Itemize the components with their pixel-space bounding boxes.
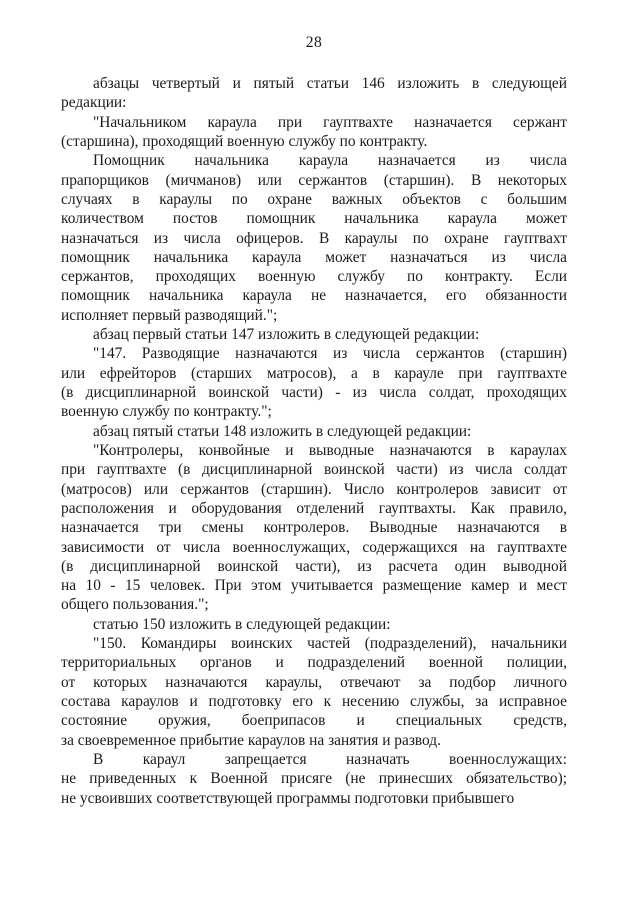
text-line: "Контролеры, конвойные и выводные назначаются в караулах (93, 441, 567, 459)
text-line: помощник начальника караула может назначаться из числа (61, 248, 567, 266)
text-line: сержантов, проходящих военную службу по контракту. Если (61, 268, 567, 286)
text-line: количеством постов помощник начальника караула может (61, 210, 567, 228)
text-line: прапорщиков (мичманов) или сержантов (старшин). В некоторых (61, 171, 567, 189)
text-line: "147. Разводящие назначаются из числа сержантов (старшин) (93, 345, 567, 363)
text-line: "150. Командиры воинских частей (подразделений), начальники (93, 635, 567, 653)
text-line: от которых назначаются караулы, отвечают за подбор личного (61, 673, 567, 691)
text-line: (матросов) или сержантов (старшин). Число контролеров зависит от (61, 480, 567, 498)
text-line: территориальных органов и подразделений военной полиции, (61, 654, 567, 672)
text-line: состояние оружия, боеприпасов и специальных средств, (61, 712, 567, 730)
text-line: состава караулов и подготовку его к несению службы, за исправное (61, 693, 567, 710)
text-line: абзацы четвертый и пятый статьи 146 изложить в следующей (93, 75, 567, 92)
text-line: случаях в караулы по охране важных объектов с большим (61, 190, 567, 208)
text-line: зависимости от числа военнослужащих, содержащихся на гауптвахте (61, 538, 567, 556)
text-line: помощник начальника караула не назначается, его обязанности (61, 287, 567, 305)
text-block (61, 74, 567, 808)
text-line: на 10 - 15 человек. При этом учитывается размещение камер и мест (61, 577, 567, 595)
text-line: (старшина), проходящий военную службу по контракту. (61, 132, 428, 150)
text-line: абзац пятый статьи 148 изложить в следующей редакции: (93, 422, 472, 440)
text-line: редакции: (61, 94, 127, 112)
text-line: или ефрейторов (старших матросов), а в карауле при гауптвахте (61, 364, 567, 382)
text-line: статью 150 изложить в следующей редакции: (93, 615, 391, 633)
text-line: общего пользования."; (61, 596, 209, 614)
text-line: абзац первый статьи 147 изложить в следующей редакции: (93, 326, 480, 344)
text-line: исполняет первый разводящий."; (61, 306, 278, 324)
text-line: не усвоивших соответствующей программы подготовки прибывшего (61, 789, 515, 807)
text-line: расположения и оборудования отделений гауптвахты. Как правило, (61, 499, 567, 517)
text-line: (в дисциплинарной воинской части), из расчета один выводной (61, 557, 567, 575)
text-line: при гауптвахте (в дисциплинарной воинской части) из числа солдат (61, 461, 567, 479)
text-line: Помощник начальника караула назначается из числа (93, 152, 567, 170)
text-line: назначаться из числа офицеров. В караулы по охране гауптвахт (61, 229, 567, 247)
text-line: за своевременное прибытие караулов на занятия и развод. (61, 731, 441, 749)
text-line: "Начальником караула при гауптвахте назначается сержант (93, 113, 567, 131)
text-line: военную службу по контракту."; (61, 403, 272, 421)
text-line: не приведенных к Военной присяге (не принесших обязательство); (61, 770, 567, 788)
text-line: (в дисциплинарной воинской части) - из числа солдат, проходящих (61, 384, 567, 401)
text-line: назначается три смены контролеров. Выводные назначаются в (61, 519, 567, 537)
text-line: В караул запрещается назначать военнослужащих: (93, 750, 567, 768)
page-number: 28 (305, 34, 323, 51)
